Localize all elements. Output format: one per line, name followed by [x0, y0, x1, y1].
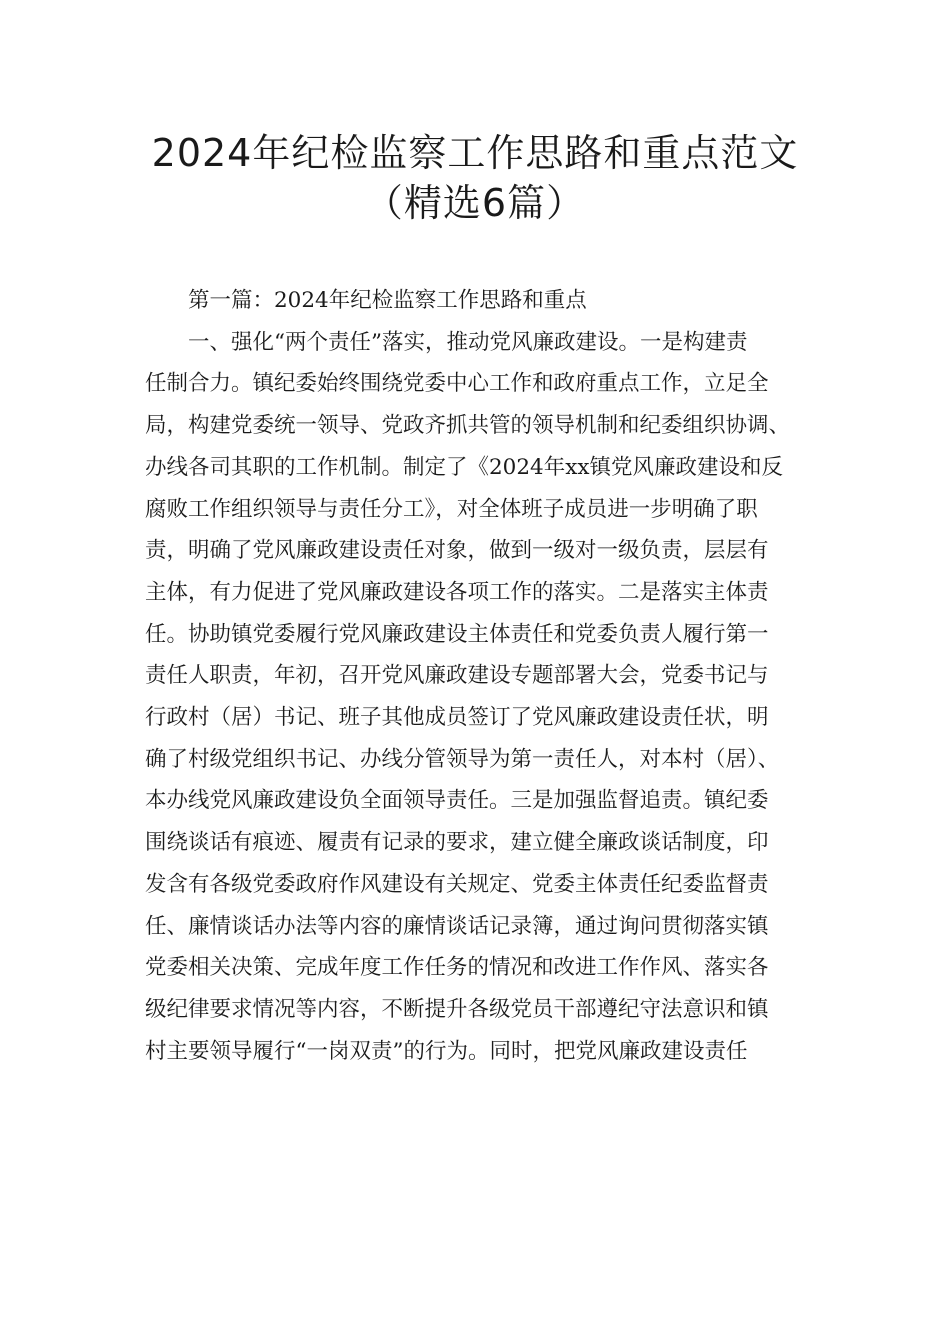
document-body: [145, 280, 820, 1072]
paragraph-line: 腐败工作组织领导与责任分工》，对全体班子成员进一步明确了职: [145, 496, 758, 522]
paragraph-line: 行政村（居）书记、班子其他成员签订了党风廉政建设责任状，明: [145, 705, 769, 731]
paragraph-line: 发含有各级党委政府作风建设有关规定、党委主体责任纪委监督责: [145, 871, 769, 897]
paragraph-1: [145, 322, 820, 1073]
paragraph-line: 任、廉情谈话办法等内容的廉情谈话记录簿，通过询问贯彻落实镇: [145, 913, 769, 939]
paragraph-line: 村主要领导履行“一岗双责”的行为。同时，把党风廉政建设责任: [145, 1038, 748, 1064]
document-title-line-1: 2024年纪检监察工作思路和重点范文: [151, 131, 799, 175]
paragraph-line: 局，构建党委统一领导、党政齐抓共管的领导机制和纪委组织协调、: [145, 413, 791, 439]
section-heading: 第一篇：2024年纪检监察工作思路和重点: [188, 288, 587, 313]
paragraph-line: 确了村级党组织书记、办线分管领导为第一责任人，对本村（居）、: [145, 746, 780, 772]
paragraph-line: 本办线党风廉政建设负全面领导责任。三是加强监督追责。镇纪委: [145, 788, 769, 814]
paragraph-line: 办线各司其职的工作机制。制定了《2024年xx镇党风廉政建设和反: [145, 454, 783, 480]
paragraph-line: 责任人职责，年初，召开党风廉政建设专题部署大会，党委书记与: [145, 663, 769, 689]
document-title-line-2: （精选6篇）: [364, 181, 586, 225]
paragraph-line: 级纪律要求情况等内容，不断提升各级党员干部遵纪守法意识和镇: [145, 996, 769, 1022]
paragraph-line: 任制合力。镇纪委始终围绕党委中心工作和政府重点工作，立足全: [145, 371, 769, 397]
paragraph-line: 党委相关决策、完成年度工作任务的情况和改进工作作风、落实各: [145, 955, 769, 981]
paragraph-line: 任。协助镇党委履行党风廉政建设主体责任和党委负责人履行第一: [145, 621, 769, 647]
paragraph-line: 主体，有力促进了党风廉政建设各项工作的落实。二是落实主体责: [145, 579, 769, 605]
paragraph-line: 围绕谈话有痕迹、履责有记录的要求，建立健全廉政谈话制度，印: [145, 830, 769, 856]
paragraph-line: 责，明确了党风廉政建设责任对象，做到一级对一级负责，层层有: [145, 538, 769, 564]
paragraph-line: 一、强化“两个责任”落实，推动党风廉政建设。一是构建责: [188, 329, 748, 355]
